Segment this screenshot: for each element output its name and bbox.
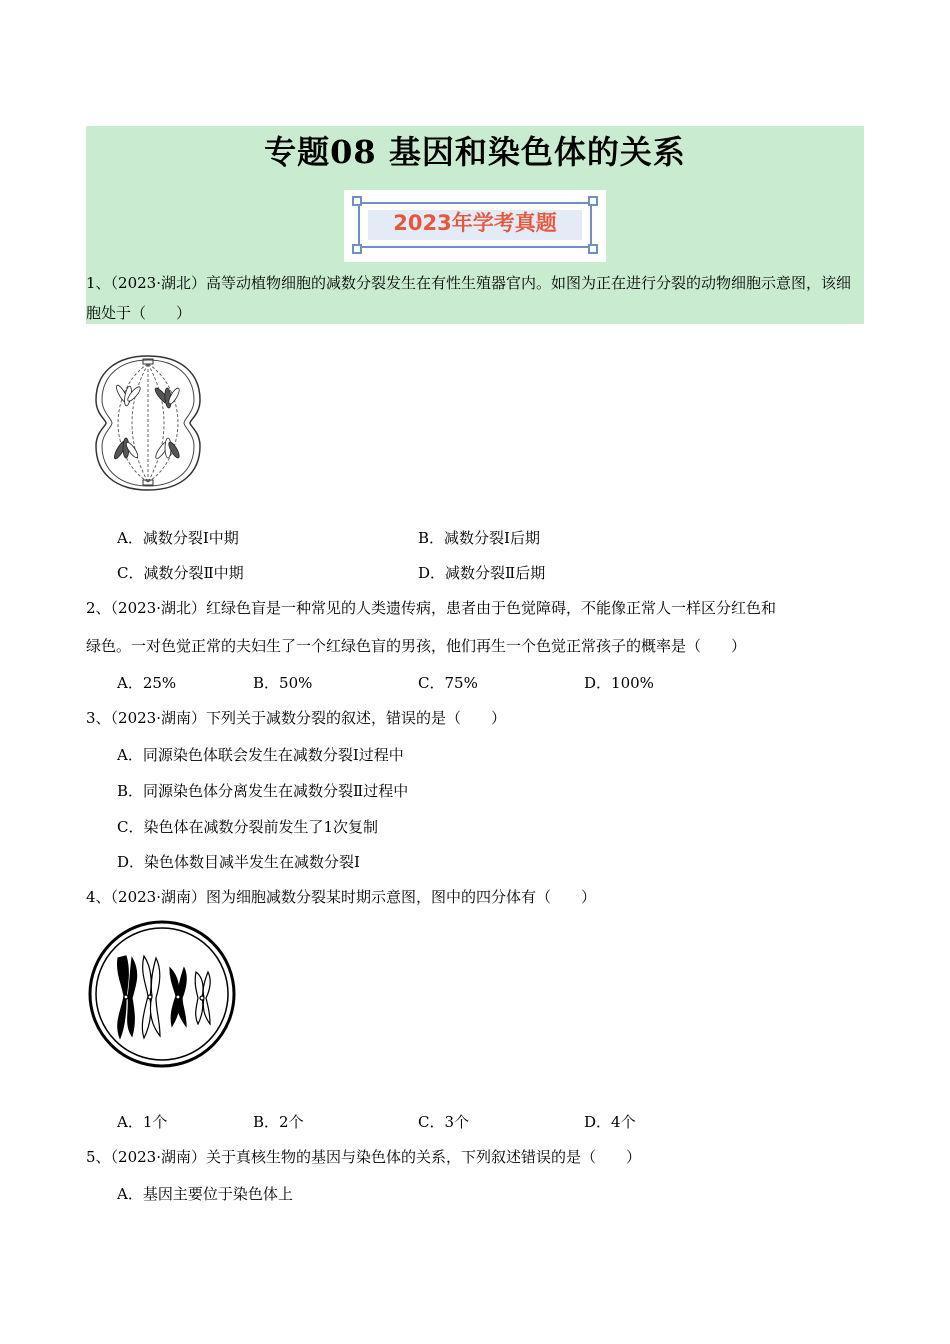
option-d: D．染色体数目减半发生在减数分裂Ⅰ (117, 853, 360, 871)
question-2-stem-line-2: 绿色。一对色觉正常的夫妇生了一个红绿色盲的男孩，他们再生一个色觉正常孩子的概率是（ ） (86, 637, 747, 655)
question-5-stem: 5、（2023·湖南）关于真核生物的基因与染色体的关系，下列叙述错误的是（ ） (86, 1148, 641, 1166)
option-a: A．同源染色体联会发生在减数分裂Ⅰ过程中 (117, 746, 404, 764)
option-a: A．基因主要位于染色体上 (117, 1185, 293, 1203)
option-b: B．2个 (253, 1113, 304, 1131)
option-c: C．75% (418, 674, 478, 692)
option-a: A．减数分裂Ⅰ中期 (117, 529, 239, 547)
option-b: B．同源染色体分离发生在减数分裂Ⅱ过程中 (117, 782, 409, 800)
option-d: D．4个 (584, 1113, 636, 1131)
exam-badge (344, 190, 606, 262)
option-c: C．3个 (418, 1113, 470, 1131)
question-1-stem: 1、（2023·湖北）高等动植物细胞的减数分裂发生在有性生殖器官内。如图为正在进行分裂的动物细胞示意图，该细胞处于（ ） (86, 274, 851, 322)
badge-corner (588, 196, 598, 206)
badge-corner (588, 244, 598, 254)
option-d: D．减数分裂Ⅱ后期 (418, 564, 546, 582)
option-b: B．50% (253, 674, 313, 692)
badge-corner (352, 196, 362, 206)
option-a: A．25% (117, 674, 177, 692)
option-b: B．减数分裂Ⅰ后期 (418, 529, 540, 547)
badge-label: 2023年学考真题 (393, 211, 557, 235)
badge-corner (352, 244, 362, 254)
question-3-stem: 3、（2023·湖南）下列关于减数分裂的叙述，错误的是（ ） (86, 709, 506, 727)
option-d: D．100% (584, 674, 654, 692)
option-c: C．染色体在减数分裂前发生了1次复制 (117, 818, 379, 836)
option-a: A．1个 (117, 1113, 168, 1131)
page-title: 专题08 基因和染色体的关系 (264, 133, 686, 171)
dividing-cell-figure (92, 352, 204, 494)
option-c: C．减数分裂Ⅱ中期 (117, 564, 244, 582)
question-4-stem: 4、（2023·湖南）图为细胞减数分裂某时期示意图，图中的四分体有（ ） (86, 888, 596, 906)
tetrad-cell-figure (86, 918, 238, 1070)
question-2-stem-line-1: 2、（2023·湖北）红绿色盲是一种常见的人类遗传病，患者由于色觉障碍，不能像正常人一样区分红色和 (86, 599, 776, 617)
